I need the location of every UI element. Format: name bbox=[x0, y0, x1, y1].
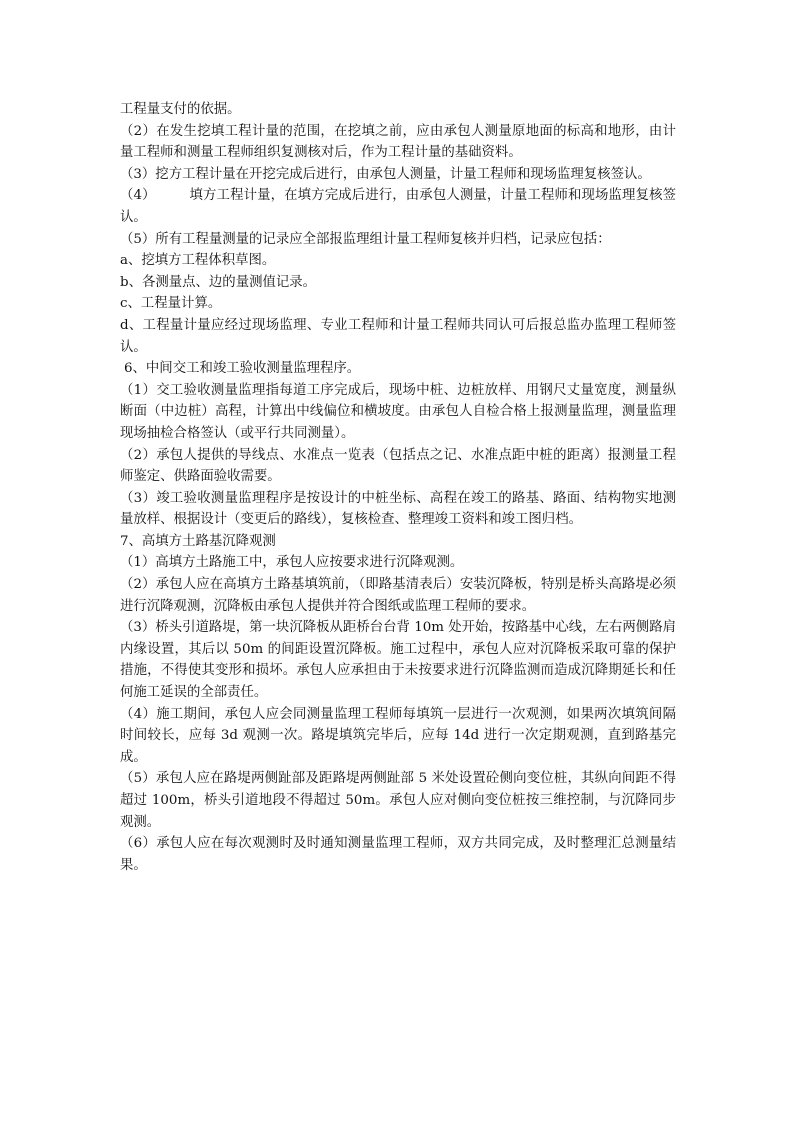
paragraph-7-6: （6）承包人应在每次观测时及时通知测量监理工程师，双方共同完成，及时整理汇总测量结果。 bbox=[120, 836, 676, 873]
paragraph-6-3: （3）竣工验收测量监理程序是按设计的中桩坐标、高程在竣工的路基、路面、结构物实地测量放样、根据设计（变更后的路线），复核检查、整理竣工资料和竣工图归档。 bbox=[120, 490, 676, 528]
list-item-b: b、各测量点、边的量测值记录。 bbox=[120, 274, 317, 290]
paragraph-7-4: （4）施工期间，承包人应会同测量监理工程师每填筑一层进行一次观测，如果两次填筑间隔时间较长，应每 3d 观测一次。路堤填筑完毕后，应每 14d 进行一次定期观测，直到路基完成。 bbox=[120, 706, 676, 765]
paragraph-7-5: （5）承包人应在路堤两侧趾部及距路堤两侧趾部 5 米处设置砼侧向变位桩，其纵向间距不得超过 100m，桥头引道地段不得超过 50m。承包人应对侧向变位桩按三维控制，与沉降同步观测。 bbox=[120, 771, 676, 830]
list-item-c: c、工程量计算。 bbox=[120, 296, 222, 312]
paragraph-7-3: （3）桥头引道路堤，第一块沉降板从距桥台台背 10m 处开始，按路基中心线，左右两侧路肩内缘设置，其后以 50m 的间距设置沉降板。施工过程中，承包人应对沉降板采取可靠的保护措施，不得使其变形和损坏。承包人应承担由于未按要求进行沉降监测而造成沉降期延长和任何施工延误的全部责任。 bbox=[120, 620, 676, 701]
list-item-a: a、挖填方工程体积草图。 bbox=[120, 253, 276, 269]
list-item-d: d、工程量计量应经过现场监理、专业工程师和计量工程师共同认可后报总监办监理工程师签认。 bbox=[120, 317, 676, 355]
section-heading-6: 6、中间交工和竣工验收测量监理程序。 bbox=[124, 361, 361, 377]
paragraph-item-4-fill: （4） 填方工程计量，在填方完成后进行，由承包人测量，计量工程师和现场监理复核签认。 bbox=[120, 188, 676, 225]
document-body bbox=[120, 99, 676, 876]
paragraph-6-2: （2）承包人提供的导线点、水准点一览表（包括点之记、水准点距中桩的距离）报测量工程师鉴定、供路面验收需要。 bbox=[120, 447, 676, 485]
paragraph-item-2-scope: （2）在发生挖填工程计量的范围，在挖填之前，应由承包人测量原地面的标高和地形，由计量工程师和测量工程师组织复测核对后，作为工程计量的基础资料。 bbox=[120, 123, 676, 161]
paragraph-item-3-excavation: （3）挖方工程计量在开挖完成后进行，由承包人测量，计量工程师和现场监理复核签认。 bbox=[120, 166, 651, 182]
paragraph-item-5-records: （5）所有工程量测量的记录应全部报监理组计量工程师复核并归档，记录应包括： bbox=[120, 231, 611, 247]
section-heading-7: 7、高填方土路基沉降观测 bbox=[120, 533, 276, 549]
paragraph-payment-basis: 工程量支付的依据。 bbox=[120, 102, 241, 117]
paragraph-6-1: （1）交工验收测量监理指每道工序完成后，现场中桩、边桩放样、用钢尺丈量宽度，测量纵断面（中边桩）高程，计算出中线偏位和横坡度。由承包人自检合格上报测量监理，测量监理现场抽检合格签认（或平行共同测量）。 bbox=[120, 382, 676, 441]
paragraph-7-2: （2）承包人应在高填方土路基填筑前，（即路基清表后）安装沉降板，特别是桥头高路堤必须进行沉降观测，沉降板由承包人提供并符合图纸或监理工程师的要求。 bbox=[120, 577, 676, 614]
paragraph-7-1: （1）高填方土路施工中，承包人应按要求进行沉降观测。 bbox=[120, 555, 464, 571]
